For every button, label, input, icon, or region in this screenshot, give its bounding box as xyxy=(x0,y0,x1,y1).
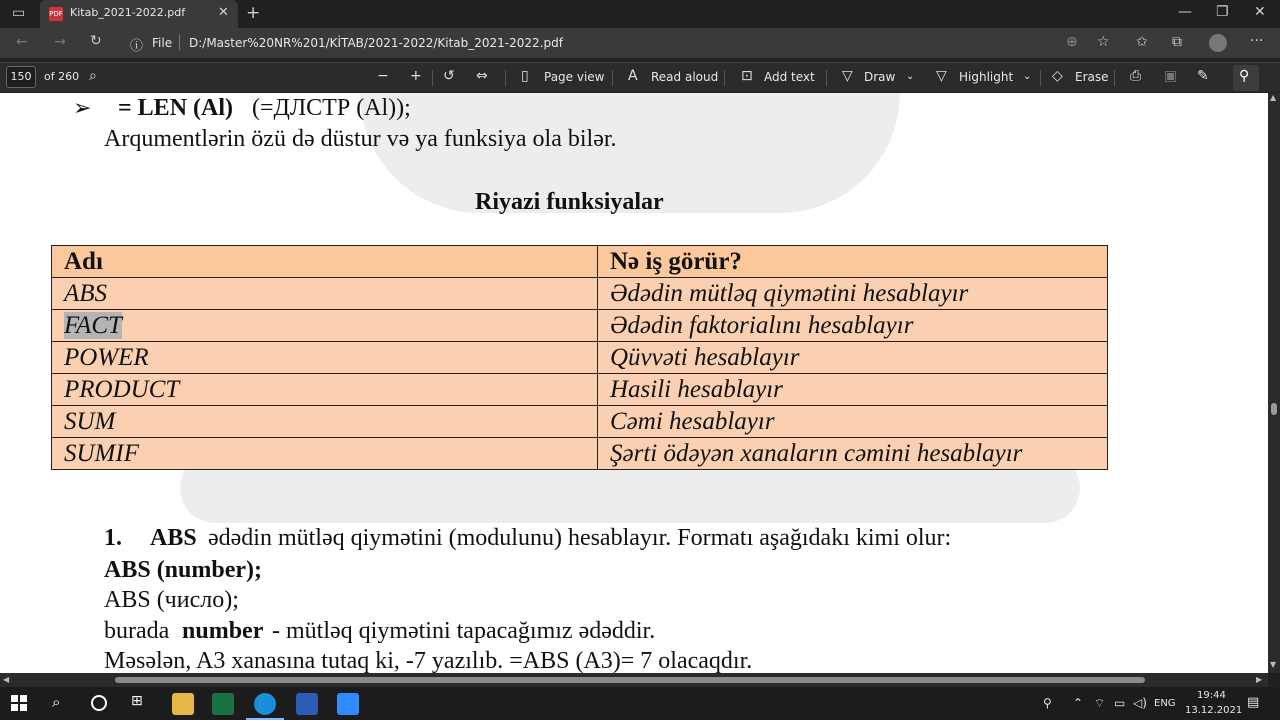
scroll-right-icon[interactable]: ▶ xyxy=(1256,675,1263,684)
len-formula: = LEN (Al) xyxy=(118,95,234,121)
item-function-name: ABS xyxy=(150,525,197,551)
horizontal-scrollbar[interactable] xyxy=(0,673,1268,687)
add-text-button[interactable]: Add text xyxy=(764,70,815,84)
item-number: 1. xyxy=(104,525,122,551)
header-name: Adı xyxy=(52,246,598,278)
word-icon[interactable] xyxy=(296,693,318,715)
highlight-icon[interactable]: ▽ xyxy=(936,68,947,84)
task-view-icon[interactable]: ⊞ xyxy=(131,693,143,709)
chevron-down-icon[interactable]: ⌄ xyxy=(1023,71,1032,82)
back-icon[interactable]: ← xyxy=(16,34,28,50)
read-aloud-icon[interactable]: A xyxy=(628,68,638,84)
taskbar xyxy=(0,687,1280,720)
erase-icon[interactable]: ◇ xyxy=(1052,68,1063,84)
divider xyxy=(1114,70,1115,86)
page-number-input[interactable]: 150 xyxy=(6,66,36,88)
scroll-down-icon[interactable]: ▼ xyxy=(1270,660,1277,669)
header-description: Nə iş görür? xyxy=(598,246,1108,278)
len-formula-ru: (=ДЛСТР (Al)); xyxy=(252,95,411,121)
burada-keyword: number xyxy=(182,618,264,644)
pin-toolbar-button[interactable] xyxy=(1233,65,1259,91)
function-name: SUMIF xyxy=(52,438,598,470)
info-icon: ⓘ xyxy=(130,39,144,54)
collections-icon[interactable]: ⧉ xyxy=(1172,34,1182,50)
scrollbar-thumb[interactable] xyxy=(115,677,1145,683)
arguments-text: Arqumentlərin özü də düstur və ya funksiya ola bilər. xyxy=(104,126,617,152)
russian-format-line: ABS (число); xyxy=(104,587,239,613)
divider xyxy=(826,70,827,86)
draw-icon[interactable]: ▽ xyxy=(842,68,853,84)
add-favorite-icon[interactable]: ☆ xyxy=(1097,34,1110,50)
scrollbar-thumb[interactable] xyxy=(1271,403,1277,415)
tab-title: Kitab_2021-2022.pdf xyxy=(70,6,186,19)
highlight-button[interactable]: Highlight xyxy=(959,70,1014,84)
chevron-up-icon[interactable]: ⌃ xyxy=(1073,696,1084,710)
save-as-icon[interactable]: ✎ xyxy=(1197,68,1209,84)
favorites-icon[interactable]: ✩ xyxy=(1136,34,1148,50)
network-icon[interactable]: ⌔ xyxy=(1094,696,1106,710)
maximize-icon[interactable]: ❐ xyxy=(1216,4,1229,20)
draw-button[interactable]: Draw xyxy=(864,70,896,84)
search-icon[interactable]: ⌕ xyxy=(89,68,97,84)
table-row xyxy=(52,310,1108,342)
divider xyxy=(505,70,506,86)
profile-avatar[interactable] xyxy=(1209,34,1227,52)
divider xyxy=(724,70,725,86)
function-description: Şərti ödəyən xanaların cəmini hesablayır xyxy=(598,438,1108,470)
zoom-in-icon[interactable]: + xyxy=(410,68,422,84)
item-description: ədədin mütləq qiymətini (modulunu) hesablayır. Formatı aşağıdakı kimi olur: xyxy=(208,525,952,551)
tab-active[interactable] xyxy=(40,0,238,28)
function-description: Ədədin faktorialını hesablayır xyxy=(598,310,1108,342)
function-description: Qüvvəti hesablayır xyxy=(598,342,1108,374)
windows-start-icon[interactable] xyxy=(11,695,27,711)
function-name: PRODUCT xyxy=(52,374,598,406)
file-label: File xyxy=(152,36,173,50)
table-row xyxy=(52,374,1108,406)
divider xyxy=(612,70,613,86)
function-description: Hasili hesablayır xyxy=(598,374,1108,406)
excel-icon[interactable] xyxy=(212,693,234,715)
chevron-down-icon[interactable]: ⌄ xyxy=(906,71,915,82)
divider xyxy=(1040,70,1041,86)
page-total: of 260 xyxy=(44,70,80,83)
clock-time[interactable]: 19:44 xyxy=(1197,690,1226,701)
table-header-row xyxy=(52,246,1108,278)
print-icon[interactable]: ⎙ xyxy=(1130,68,1142,84)
window-close-icon[interactable]: ✕ xyxy=(1254,4,1266,20)
battery-icon[interactable]: ▭ xyxy=(1114,696,1126,710)
clock-date[interactable]: 13.12.2021 xyxy=(1185,705,1243,716)
cortana-icon[interactable] xyxy=(91,695,107,711)
function-description: Cəmi hesablayır xyxy=(598,406,1108,438)
table-row xyxy=(52,438,1108,470)
function-name: SUM xyxy=(52,406,598,438)
format-line: ABS (number); xyxy=(104,557,263,583)
divider xyxy=(432,70,433,86)
edge-icon[interactable] xyxy=(254,693,276,715)
language-indicator[interactable]: ENG xyxy=(1154,698,1176,709)
search-icon[interactable]: ⌕ xyxy=(52,693,61,711)
url-text: D:/Master%20NR%201/KİTAB/2021-2022/Kitab_2021-2022.pdf xyxy=(189,36,563,50)
page-view-icon[interactable]: ▯ xyxy=(521,68,529,84)
burada-text: - mütləq qiymətini tapacağımız ədəddir. xyxy=(272,618,656,644)
address-bar xyxy=(0,28,1280,58)
pin-icon: ⚲ xyxy=(1239,68,1250,84)
pdf-icon: PDF xyxy=(49,7,63,21)
table-row xyxy=(52,342,1108,374)
page-view-button[interactable]: Page view xyxy=(544,70,605,84)
minimize-icon[interactable]: — xyxy=(1178,4,1192,20)
people-icon[interactable]: ⚲ xyxy=(1043,696,1052,710)
functions-table xyxy=(51,245,1108,470)
notifications-icon[interactable]: ▤ xyxy=(1247,695,1260,710)
read-aloud-button[interactable]: Read aloud xyxy=(651,70,719,84)
refresh-icon[interactable]: ↻ xyxy=(90,33,102,49)
burada-prefix: burada xyxy=(104,618,170,644)
save-icon[interactable]: ▣ xyxy=(1164,68,1178,84)
tab-actions-icon[interactable]: ▭ xyxy=(12,5,26,21)
zoom-icon[interactable]: ⊕ xyxy=(1066,34,1078,50)
function-name: ABS xyxy=(52,278,598,310)
zoom-app-icon[interactable] xyxy=(337,693,359,715)
fit-page-icon[interactable]: ⇔ xyxy=(476,68,488,84)
function-description: Ədədin mütləq qiymətini hesablayır xyxy=(598,278,1108,310)
new-tab-icon[interactable]: + xyxy=(246,3,261,23)
table-row xyxy=(52,406,1108,438)
title-bar xyxy=(0,0,1280,28)
pdf-page xyxy=(0,93,1268,673)
forward-icon[interactable]: → xyxy=(54,34,66,50)
section-title: Riyazi funksiyalar xyxy=(475,189,664,215)
bullet-arrow-icon: ➢ xyxy=(73,95,92,120)
scroll-left-icon[interactable]: ◀ xyxy=(3,675,10,684)
selected-text[interactable]: FACT xyxy=(64,311,122,339)
file-explorer-icon[interactable] xyxy=(172,693,194,715)
rotate-icon[interactable]: ↺ xyxy=(443,68,455,84)
url-field[interactable] xyxy=(122,31,1122,55)
add-text-icon[interactable]: ⊡ xyxy=(741,68,753,84)
pdf-toolbar xyxy=(0,62,1280,92)
table-row xyxy=(52,278,1108,310)
divider xyxy=(179,34,180,50)
function-name xyxy=(52,310,598,342)
example-line: Məsələn, A3 xanasına tutaq ki, -7 yazılıb. =ABS (A3)= 7 olacaqdır. xyxy=(104,648,753,673)
close-icon[interactable]: ✕ xyxy=(218,5,229,20)
vertical-scrollbar[interactable] xyxy=(1268,93,1280,673)
volume-icon[interactable]: ◁) xyxy=(1133,696,1147,710)
zoom-out-icon[interactable]: − xyxy=(377,68,389,84)
erase-button[interactable]: Erase xyxy=(1075,70,1109,84)
more-icon[interactable]: ··· xyxy=(1250,33,1264,49)
function-name: POWER xyxy=(52,342,598,374)
scroll-up-icon[interactable]: ▲ xyxy=(1270,93,1277,102)
